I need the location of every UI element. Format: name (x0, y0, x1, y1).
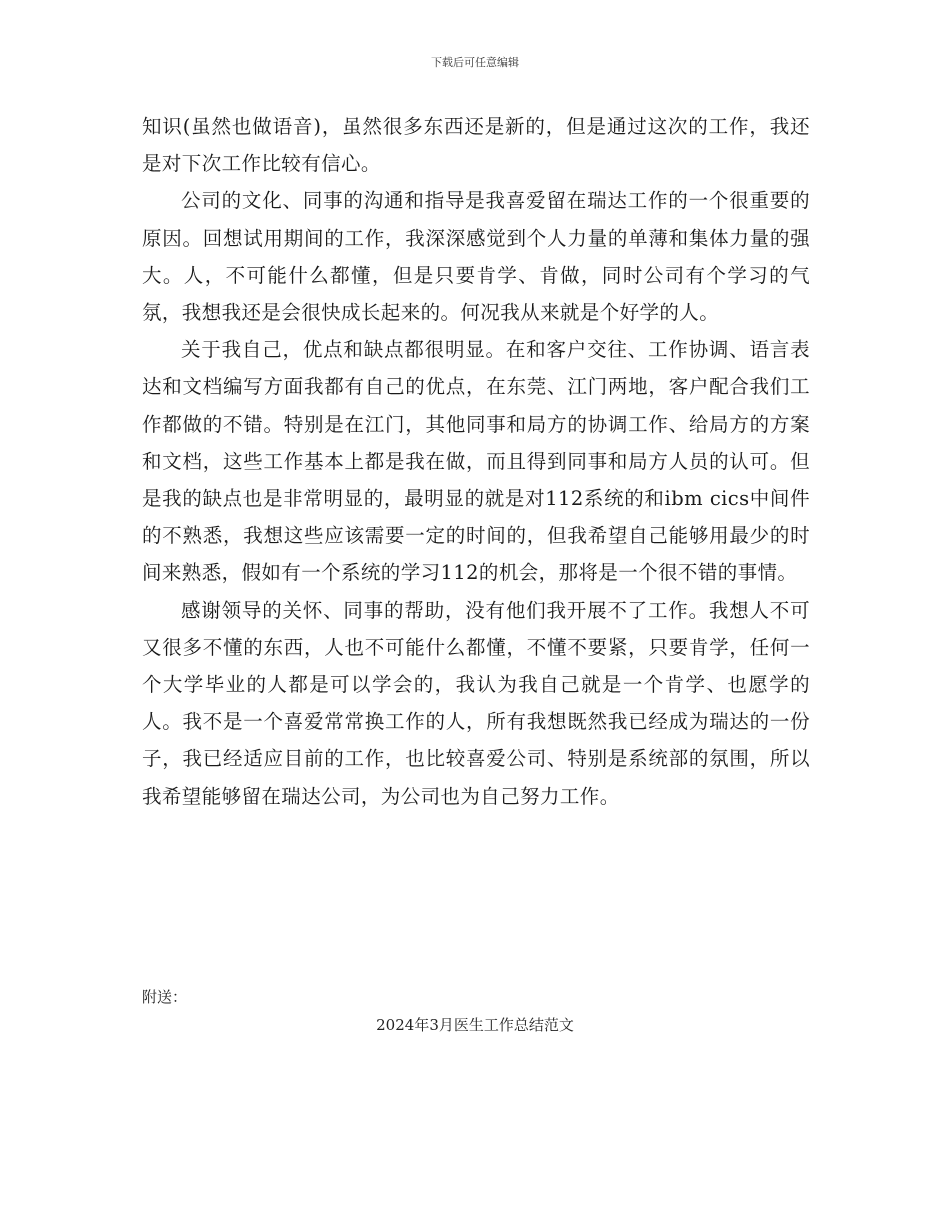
appendix-title: 2024年3月医生工作总结范文 (376, 1016, 574, 1034)
appendix-label: 附送： (142, 988, 188, 1006)
paragraph-thanks: 感谢领导的关怀、同事的帮助，没有他们我开展不了工作。我想人不可又很多不懂的东西，人也不可能什么都懂，不懂不要紧，只要肯学，任何一个大学毕业的人都是可以学会的，我认为我自己就是一个肯学、也愿学的人。我不是一个喜爱常常换工作的人，所有我想既然我已经成为瑞达的一份子，我已经适应目前的工作，也比较喜爱公司、特别是系统部的氛围，所以我希望能够留在瑞达公司，为公司也为自己努力工作。 (142, 598, 810, 808)
paragraph-self-assessment: 关于我自己，优点和缺点都很明显。在和客户交往、工作协调、语言表达和文档编写方面我都有自己的优点，在东莞、江门两地，客户配合我们工作都做的不错。特别是在江门，其他同事和局方的协调工作、给局方的方案和文档，这些工作基本上都是我在做，而且得到同事和局方人员的认可。但是我的缺点也是非常明显的，最明显的就是对112系统的和ibm cics中间件的不熟悉，我想这些应该需要一定的时间的，但我希望自己能够用最少的时间来熟悉，假如有一个系统的学习112的机会，那将是一个很不错的事情。 (142, 338, 810, 585)
paragraph-company-culture: 公司的文化、同事的沟通和指导是我喜爱留在瑞达工作的一个很重要的原因。回想试用期间的工作，我深深感觉到个人力量的单薄和集体力量的强大。人，不可能什么都懂，但是只要肯学、肯做，同时公司有个学习的气氛，我想我还是会很快成长起来的。何况我从来就是个好学的人。 (142, 189, 810, 325)
document-body (142, 108, 810, 815)
paragraph-continuation: 知识(虽然也做语音)，虽然很多东西还是新的，但是通过这次的工作，我还是对下次工作比较有信心。 (142, 115, 810, 176)
header-note: 下载后可任意编辑 (431, 56, 519, 69)
